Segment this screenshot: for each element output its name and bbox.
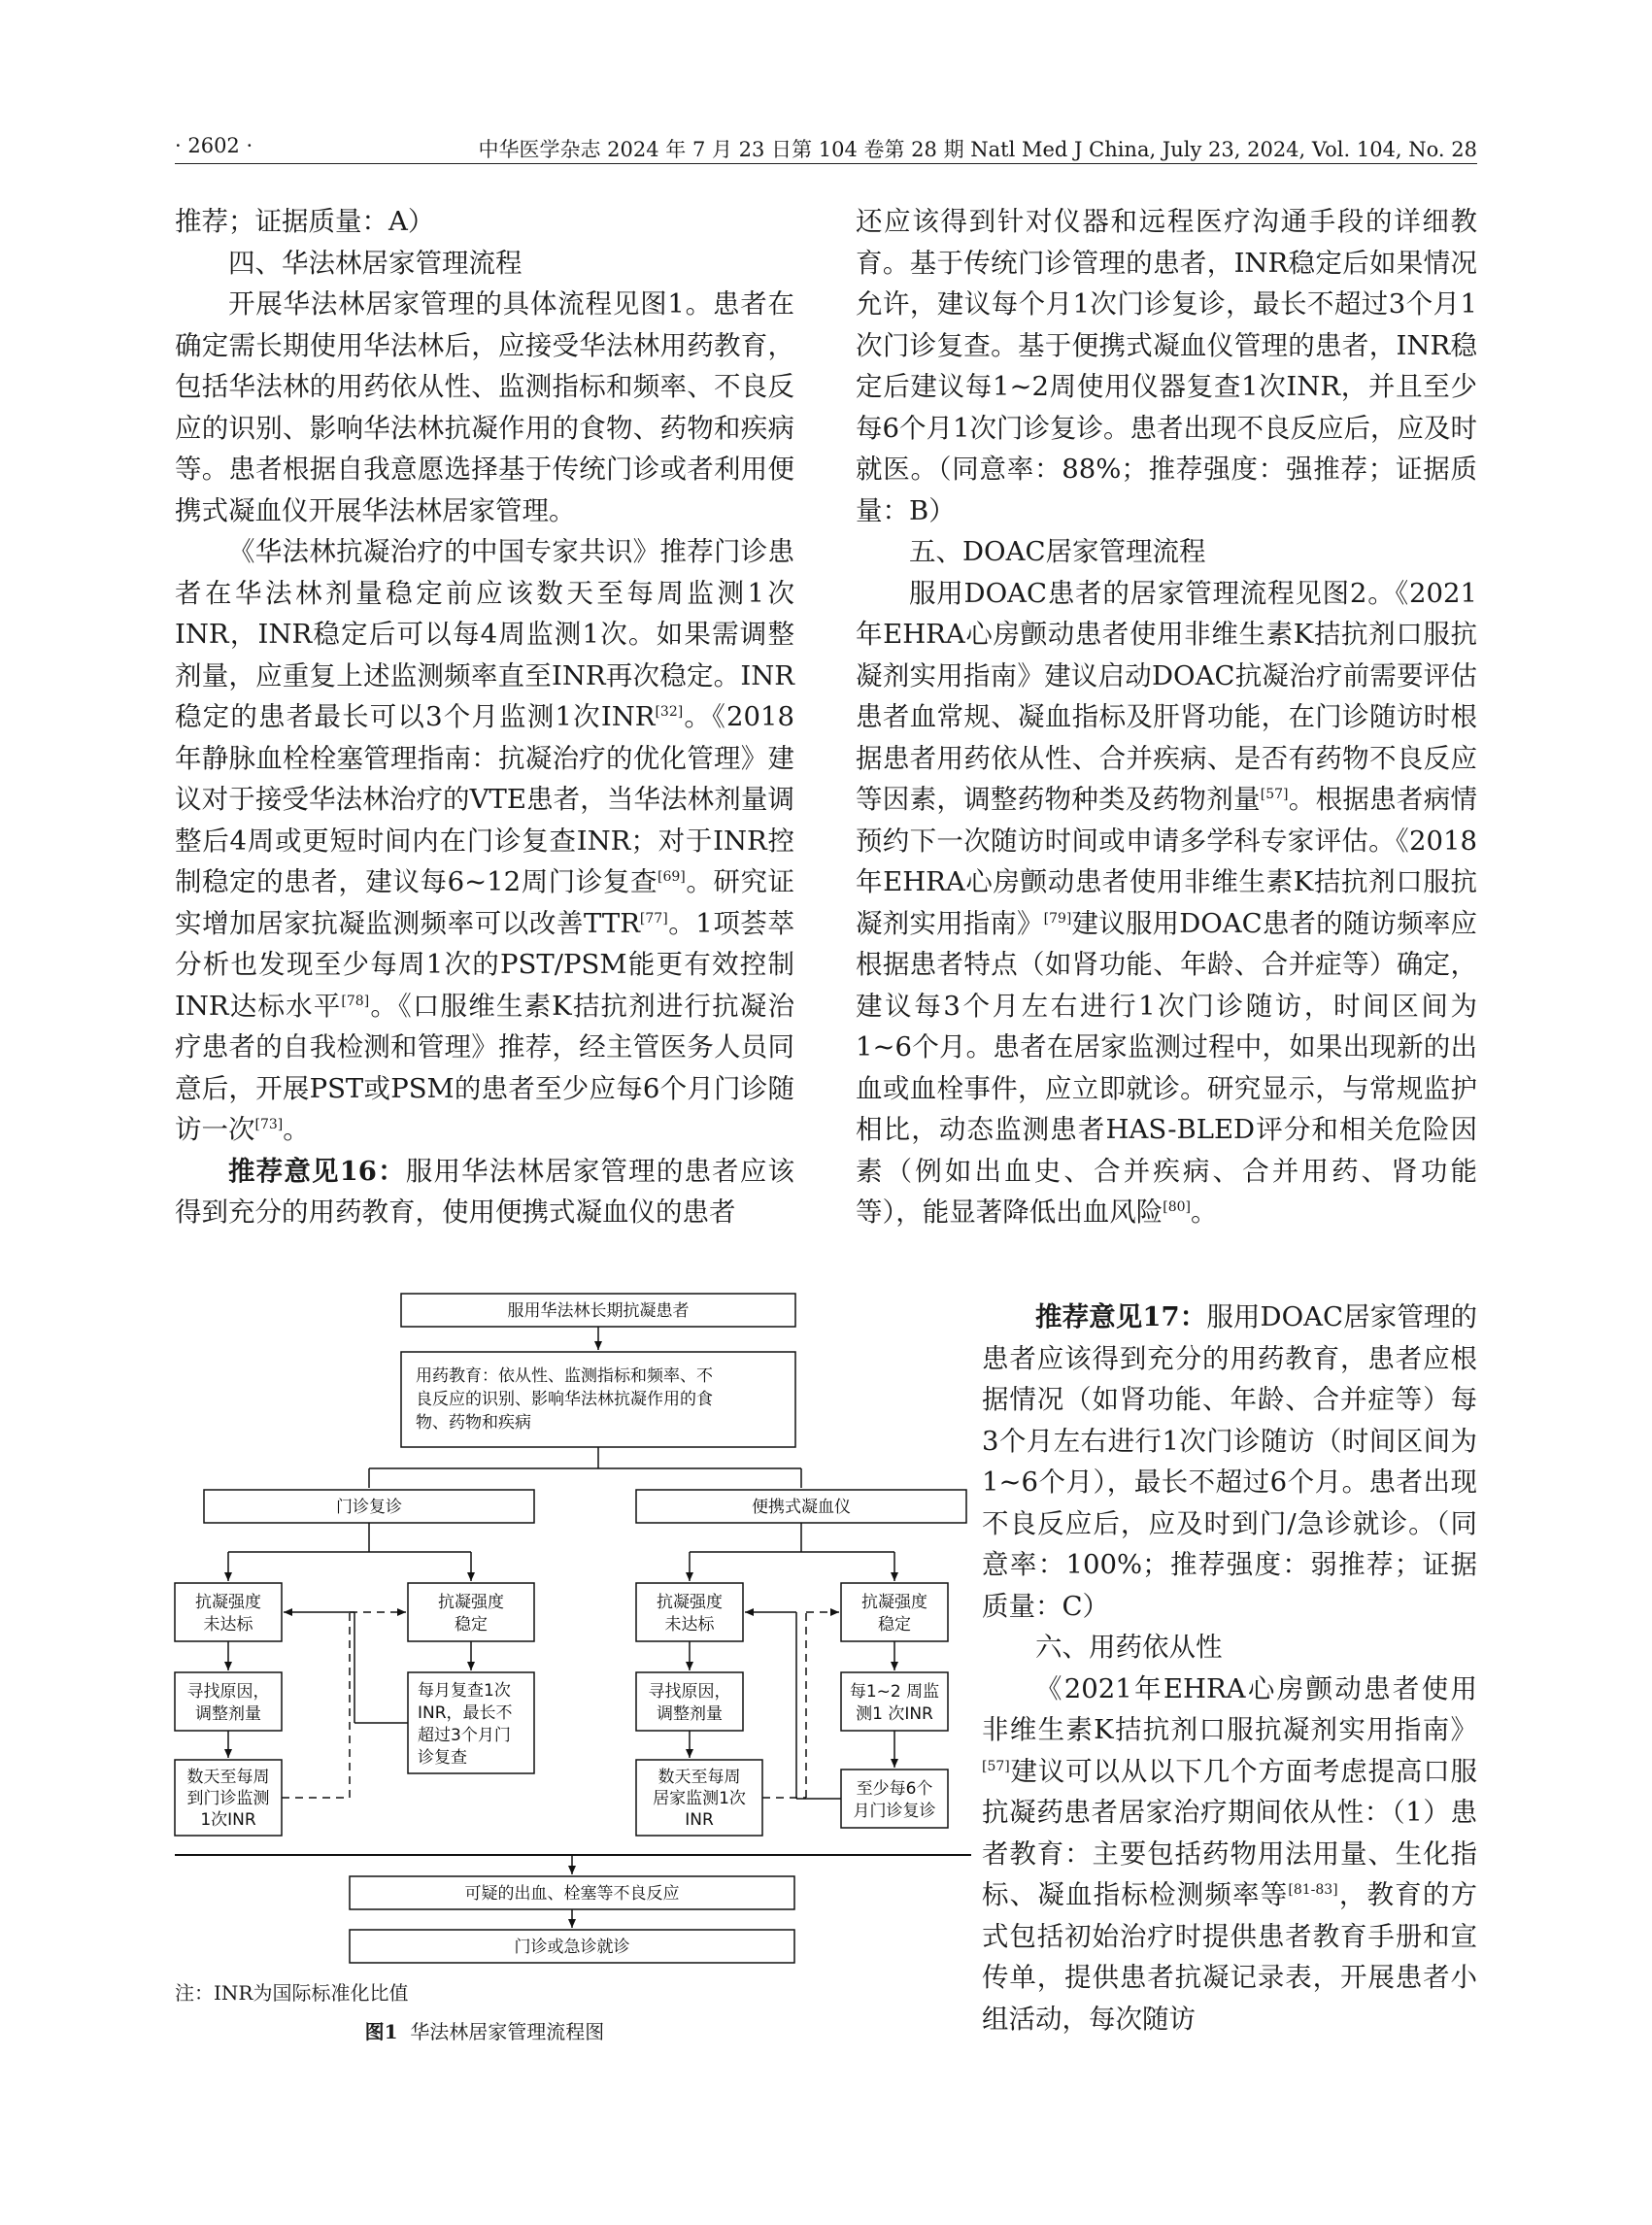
text-run: 服用华法林居家管理的患者应该得到充分的用药教育，使用便携式凝血仪的患者	[175, 1155, 794, 1228]
citation: [79]	[1043, 910, 1072, 927]
text-run: 《华法林抗凝治疗的中国专家共识》推荐门诊患者在华法林剂量稳定前应该数天至每周监测1次INR，INR稳定后可以每4周监测1次。如果需调整剂量，应重复上述监测频率直至INR再次稳定。INR稳定的患者最长可以3个月监测1次INR	[175, 536, 794, 732]
flow-node-clinic-review-line3: 超过3个月门	[418, 1726, 511, 1745]
flow-node-clinic-monitor-line1: 数天至每周	[186, 1768, 270, 1787]
flow-node-clinic-monitor-line2: 到门诊监测	[186, 1789, 270, 1808]
flow-node-clinic-review-line2: INR，最长不	[418, 1703, 513, 1723]
text-run: 。	[1191, 1197, 1218, 1228]
recommendation-label: 推荐意见16：	[228, 1155, 406, 1187]
recommendation-label: 推荐意见17：	[1035, 1301, 1207, 1332]
flow-node-portable-6m-line1: 至少每6个	[856, 1779, 933, 1799]
flow-node-education-line1: 用药教育：依从性、监测指标和频率、不	[416, 1366, 713, 1386]
page-number: · 2602 ·	[175, 134, 253, 157]
figure-label: 图1	[364, 2020, 398, 2043]
flow-node-portable-monitor-line3: INR	[685, 1810, 714, 1830]
flow-node-education-line3: 物、药物和疾病	[416, 1413, 531, 1433]
flow-node-clinic: 门诊复诊	[336, 1498, 402, 1517]
section-heading: 六、用药依从性	[1035, 1632, 1223, 1663]
citation: [57]	[1260, 786, 1289, 802]
flow-node-portable-notreach-line2: 未达标	[664, 1615, 715, 1635]
citation: [32]	[655, 703, 684, 720]
flow-node-clinic-find-line1: 寻找原因，	[186, 1682, 270, 1702]
figure-caption	[175, 2016, 794, 2044]
flow-node-bleeding: 可疑的出血、栓塞等不良反应	[464, 1884, 680, 1904]
text-run: 。	[283, 1114, 310, 1145]
flow-node-clinic-notreach-line2: 未达标	[203, 1615, 253, 1635]
flow-node-portable-find-line1: 寻找原因，	[648, 1682, 731, 1702]
text-run: 。根据患者病情预约下一次随访时间或申请多学科专家评估。《2018年EHRA心房颤动患者使用非维生素K拮抗剂口服抗凝剂实用指南》	[856, 784, 1478, 939]
section-heading: 五、DOAC居家管理流程	[909, 536, 1206, 567]
citation: [57]	[982, 1758, 1010, 1774]
flow-node-portable-6m-line2: 月门诊复诊	[853, 1802, 936, 1821]
flow-node-visit: 门诊或急诊就诊	[514, 1938, 630, 1957]
flow-node-portable-stable-line1: 抗凝强度	[861, 1593, 927, 1612]
flow-node-portable-stable-line2: 稳定	[878, 1615, 911, 1635]
citation: [78]	[341, 993, 370, 1009]
flow-node-portable-find-line2: 调整剂量	[657, 1704, 723, 1724]
text-run: 服用DOAC患者的居家管理流程见图2。《2021年EHRA心房颤动患者使用非维生素K拮抗剂口服抗凝剂实用指南》建议启动DOAC抗凝治疗前需要评估患者血常规、凝血指标及肝肾功能，在门诊随访时根据患者用药依从性、合并疾病、是否有药物不良反应等因素，调整药物种类及药物剂量	[856, 577, 1477, 815]
flow-node-portable-monitor-line1: 数天至每周	[657, 1768, 741, 1787]
text-run: 建议服用DOAC患者的随访频率应根据患者特点（如肾功能、年龄、合并症等）确定，建议每3个月左右进行1次门诊随访，时间区间为1~6个月。患者在居家监测过程中，如果出现新的出血或血栓事件，应立即就诊。研究显示，与常规监护相比，动态监测患者HAS-BLED评分和相关危险因素（例如出血史、合并疾病、合并用药、肾功能等），能显著降低出血风险	[856, 907, 1477, 1228]
text-run: 。《2018年静脉血栓栓塞管理指南：抗凝治疗的优化管理》建议对于接受华法林治疗的VTE患者，当华法林剂量调整后4周或更短时间内在门诊复查INR；对于INR控制稳定的患者，建议每6~12周门诊复查	[175, 701, 794, 897]
citation: [81-83]	[1288, 1881, 1338, 1898]
text-run: 。研究证实增加居家抗凝监测频率可以改善TTR	[175, 866, 795, 939]
flow-node-education-line2: 良反应的识别、影响华法林抗凝作用的食	[416, 1390, 713, 1409]
paragraph: 还应该得到针对仪器和远程医疗沟通手段的详细教育。基于传统门诊管理的患者，INR稳定后如果情况允许，建议每个月1次门诊复诊，最长不超过3个月1次门诊复查。基于便携式凝血仪管理的患者，INR稳定后建议每1~2周使用仪器复查1次INR，并且至少每6个月1次门诊复诊。患者出现不良反应后，应及时就医。（同意率：88%；推荐强度：强推荐；证据质量：B）	[856, 206, 1477, 526]
paragraph: 开展华法林居家管理的具体流程见图1。患者在确定需长期使用华法林后，应接受华法林用药教育，包括华法林的用药依从性、监测指标和频率、不良反应的识别、影响华法林抗凝作用的食物、药物和疾病等。患者根据自我意愿选择基于传统门诊或者利用便携式凝血仪开展华法林居家管理。	[175, 288, 794, 526]
flow-node-clinic-find-line2: 调整剂量	[195, 1704, 261, 1724]
flow-node-clinic-notreach-line1: 抗凝强度	[195, 1593, 261, 1612]
flow-node-clinic-stable-line2: 稳定	[455, 1615, 488, 1635]
flow-node-clinic-stable-line1: 抗凝强度	[438, 1593, 504, 1612]
citation: [80]	[1163, 1198, 1191, 1215]
text-run: 建议可以从以下几个方面考虑提高口服抗凝药患者居家治疗期间依从性：（1）患者教育：主要包括药物用法用量、生化指标、凝血指标检测频率等	[982, 1755, 1477, 1910]
flow-node-portable: 便携式凝血仪	[752, 1498, 851, 1517]
journal-header: 中华医学杂志 2024 年 7 月 23 日第 104 卷第 28 期 Natl Med J China, July 23, 2024, Vol. 104, No. 28	[478, 138, 1477, 161]
paragraph: 推荐；证据质量：A）	[175, 206, 435, 237]
text-run: 。《口服维生素K拮抗剂进行抗凝治疗患者的自我检测和管理》推荐，经主管医务人员同意后，开展PST或PSM的患者至少应每6个月门诊随访一次	[175, 990, 794, 1145]
citation: [77]	[639, 910, 668, 927]
text-run: 《2021年EHRA心房颤动患者使用非维生素K拮抗剂口服抗凝剂实用指南》	[982, 1672, 1477, 1745]
flow-node-portable-weekly-line2: 测1 次INR	[856, 1704, 933, 1724]
figure-note: 注：INR为国际标准化比值	[175, 1981, 409, 2005]
citation: [73]	[254, 1116, 284, 1132]
citation: [69]	[657, 868, 686, 885]
flow-node-clinic-review-line4: 诊复查	[418, 1748, 467, 1768]
text-run: 服用DOAC居家管理的患者应该得到充分的用药教育，患者应根据情况（如肾功能、年龄、合并症等）每3个月左右进行1次门诊随访（时间区间为1~6个月），最长不超过6个月。患者出现不良反应后，应及时到门/急诊就诊。（同意率：100%；推荐强度：弱推荐；证据质量：C）	[982, 1301, 1477, 1622]
section-heading: 四、华法林居家管理流程	[228, 247, 523, 279]
flow-node-clinic-review-line1: 每月复查1次	[418, 1681, 511, 1701]
figure-title: 华法林居家管理流程图	[410, 2020, 605, 2043]
flow-node-patient: 服用华法林长期抗凝患者	[507, 1301, 690, 1321]
text-run: 。1项荟萃分析也发现至少每周1次的PST/PSM能更有效控制INR达标水平	[175, 907, 795, 1022]
flow-node-clinic-monitor-line3: 1次INR	[200, 1810, 256, 1830]
text-run: ，教育的方式包括初始治疗时提供患者教育手册和宣传单，提供患者抗凝记录表，开展患者小组活动，每次随访	[982, 1879, 1478, 2035]
flow-node-portable-weekly-line1: 每1~2 周监	[849, 1682, 940, 1702]
flow-node-portable-monitor-line2: 居家监测1次	[653, 1789, 746, 1808]
flow-node-portable-notreach-line1: 抗凝强度	[657, 1593, 723, 1612]
